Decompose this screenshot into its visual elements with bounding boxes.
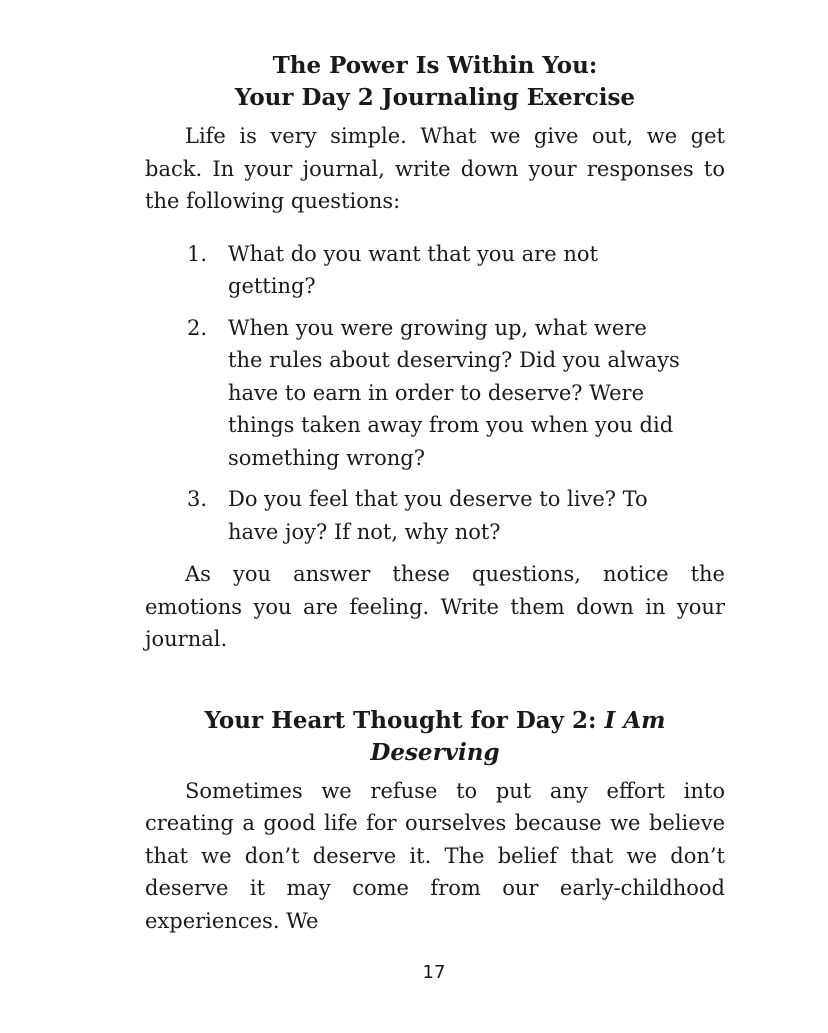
title-line-2: Your Day 2 Journaling Exercise xyxy=(234,84,636,111)
title-line-1: The Power Is Within You: xyxy=(272,52,598,79)
page-content xyxy=(145,50,725,937)
list-item xyxy=(145,312,725,475)
section-heading xyxy=(145,705,725,769)
list-item xyxy=(145,238,725,303)
page-title xyxy=(145,50,725,114)
section-heading-prefix: Your Heart Thought for Day 2: xyxy=(204,706,605,734)
section-heading-italic: I Am Deserving xyxy=(370,706,666,766)
list-item-number: 2. xyxy=(187,315,208,340)
heart-thought-paragraph: Sometimes we refuse to put any effort into creating a good life for ourselves because we believe that we don’t deserve it. The belief that we don’t deserve it may come from our early-childhood experiences. We xyxy=(145,778,725,933)
intro-paragraph: Life is very simple. What we give out, we get back. In your journal, write down your responses to the following questions: xyxy=(145,124,725,213)
list-item-text: When you were growing up, what were the rules about deserving? Did you always have to earn in order to deserve? Were things taken away from you when you did something wrong? xyxy=(228,315,680,470)
list-item xyxy=(145,483,725,548)
page-number: 17 xyxy=(422,962,446,983)
list-item-text: Do you feel that you deserve to live? To have joy? If not, why not? xyxy=(228,487,648,544)
closing-paragraph: As you answer these questions, notice the emotions you are feeling. Write them down in your journal. xyxy=(145,562,725,651)
list-item-number: 1. xyxy=(187,241,208,266)
list-item-text: What do you want that you are not getting? xyxy=(228,241,598,298)
list-item-number: 3. xyxy=(187,487,208,511)
question-list xyxy=(145,238,725,549)
